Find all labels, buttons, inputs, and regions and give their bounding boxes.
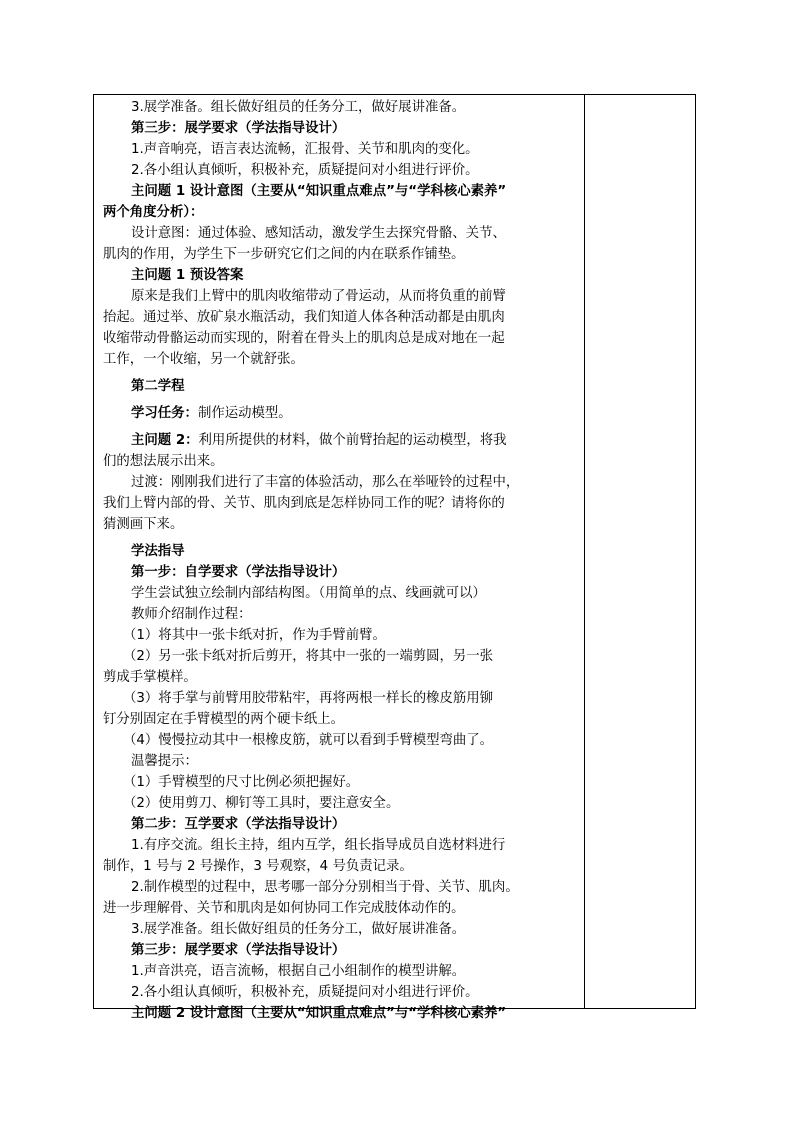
text-line: 剪成手掌模样。 xyxy=(103,670,197,685)
line-lead: 主问题 2： xyxy=(131,433,199,448)
text-line: （4）慢慢拉动其中一根橡皮筋，就可以看到手臂模型弯曲了。 xyxy=(123,733,494,748)
text-line: 原来是我们上臂中的肌肉收缩带动了骨运动，从而将负重的前臂 xyxy=(131,289,506,304)
text-line: 1.有序交流。组长主持，组内互学，组长指导成员自选材料进行 xyxy=(131,838,506,853)
line-lead: 学习任务： xyxy=(131,406,198,421)
text-line: 两个角度分析）： xyxy=(103,205,204,220)
text-line: 我们上臂内部的骨、关节、肌肉到底是怎样协同工作的呢？请将你的 xyxy=(103,496,505,511)
text-line: 主问题 1 设计意图（主要从“知识重点难点”与“学科核心素养” xyxy=(131,184,507,199)
text-line: 教师介绍制作过程： xyxy=(131,607,252,622)
lesson-table xyxy=(93,94,696,1021)
text-line: 1.声音洪亮，语言流畅，根据自己小组制作的模型讲解。 xyxy=(131,964,466,979)
text-line: 第三步：展学要求（学法指导设计） xyxy=(131,121,346,136)
text-line: 猜测画下来。 xyxy=(103,517,184,532)
text-line: 抬起。通过举、放矿泉水瓶活动，我们知道人体各种活动都是由肌肉 xyxy=(103,310,505,325)
text-line: （1）手臂模型的尺寸比例必须把握好。 xyxy=(123,775,360,790)
text-line: 温馨提示： xyxy=(131,754,198,769)
line-rest: 制作运动模型。 xyxy=(197,406,292,421)
text-line: 1.声音响亮，语言表达流畅，汇报骨、关节和肌肉的变化。 xyxy=(131,142,479,157)
line-rest: 利用所提供的材料，做个前臂抬起的运动模型，将我 xyxy=(198,433,507,448)
text-line: 过渡：刚刚我们进行了丰富的体验活动，那么在举哑铃的过程中， xyxy=(131,475,520,490)
column-divider xyxy=(584,95,585,1008)
text-line: 学生尝试独立绘制内部结构图。（用简单的点、线画就可以） xyxy=(131,586,486,601)
text-line: 第二步：互学要求（学法指导设计） xyxy=(131,817,346,832)
text-line: 制作，1 号与 2 号操作，3 号观察，4 号负责记录。 xyxy=(103,859,413,874)
text-line: （2）使用剪刀、柳钉等工具时，要注意安全。 xyxy=(123,796,400,811)
text-line: 们的想法展示出来。 xyxy=(103,454,224,469)
text-line: （1）将其中一张卡纸对折，作为手臂前臂。 xyxy=(123,628,386,643)
lesson-content xyxy=(103,97,581,1024)
text-line: 2.制作模型的过程中，思考哪一部分分别相当于骨、关节、肌肉。 xyxy=(131,880,519,895)
text-line: 收缩带动骨骼运动而实现的，附着在骨头上的肌肉总是成对地在一起 xyxy=(103,331,505,346)
text-line: （2）另一张卡纸对折后剪开，将其中一张的一端剪圆，另一张 xyxy=(123,649,494,664)
text-line: 主问题 1 预设答案 xyxy=(131,268,244,283)
text-line: 设计意图：通过体验、感知活动，激发学生去探究骨骼、关节、 xyxy=(131,226,506,241)
text-line xyxy=(103,430,581,451)
text-line: 学法指导 xyxy=(131,544,185,559)
text-line xyxy=(103,403,581,424)
text-line: 工作，一个收缩，另一个就舒张。 xyxy=(103,352,304,367)
text-line: 3.展学准备。组长做好组员的任务分工，做好展讲准备。 xyxy=(131,922,466,937)
text-line: 2.各小组认真倾听，积极补充，质疑提问对小组进行评价。 xyxy=(131,985,479,1000)
text-line: 2.各小组认真倾听，积极补充，质疑提问对小组进行评价。 xyxy=(131,163,479,178)
text-line: 主问题 2 设计意图（主要从“知识重点难点”与“学科核心素养” xyxy=(131,1006,507,1021)
text-line: 进一步理解骨、关节和肌肉是如何协同工作完成肢体动作的。 xyxy=(103,901,465,916)
text-line: 肌肉的作用，为学生下一步研究它们之间的内在联系作铺垫。 xyxy=(103,247,465,262)
text-line: 第一步：自学要求（学法指导设计） xyxy=(131,565,346,580)
text-line: 3.展学准备。组长做好组员的任务分工，做好展讲准备。 xyxy=(131,100,466,115)
text-line: 第二学程 xyxy=(131,379,185,394)
text-line: （3）将手掌与前臂用胶带粘牢，再将两根一样长的橡皮筋用铆 xyxy=(123,691,494,706)
text-line: 钉分别固定在手臂模型的两个硬卡纸上。 xyxy=(103,712,345,727)
text-line: 第三步：展学要求（学法指导设计） xyxy=(131,943,346,958)
